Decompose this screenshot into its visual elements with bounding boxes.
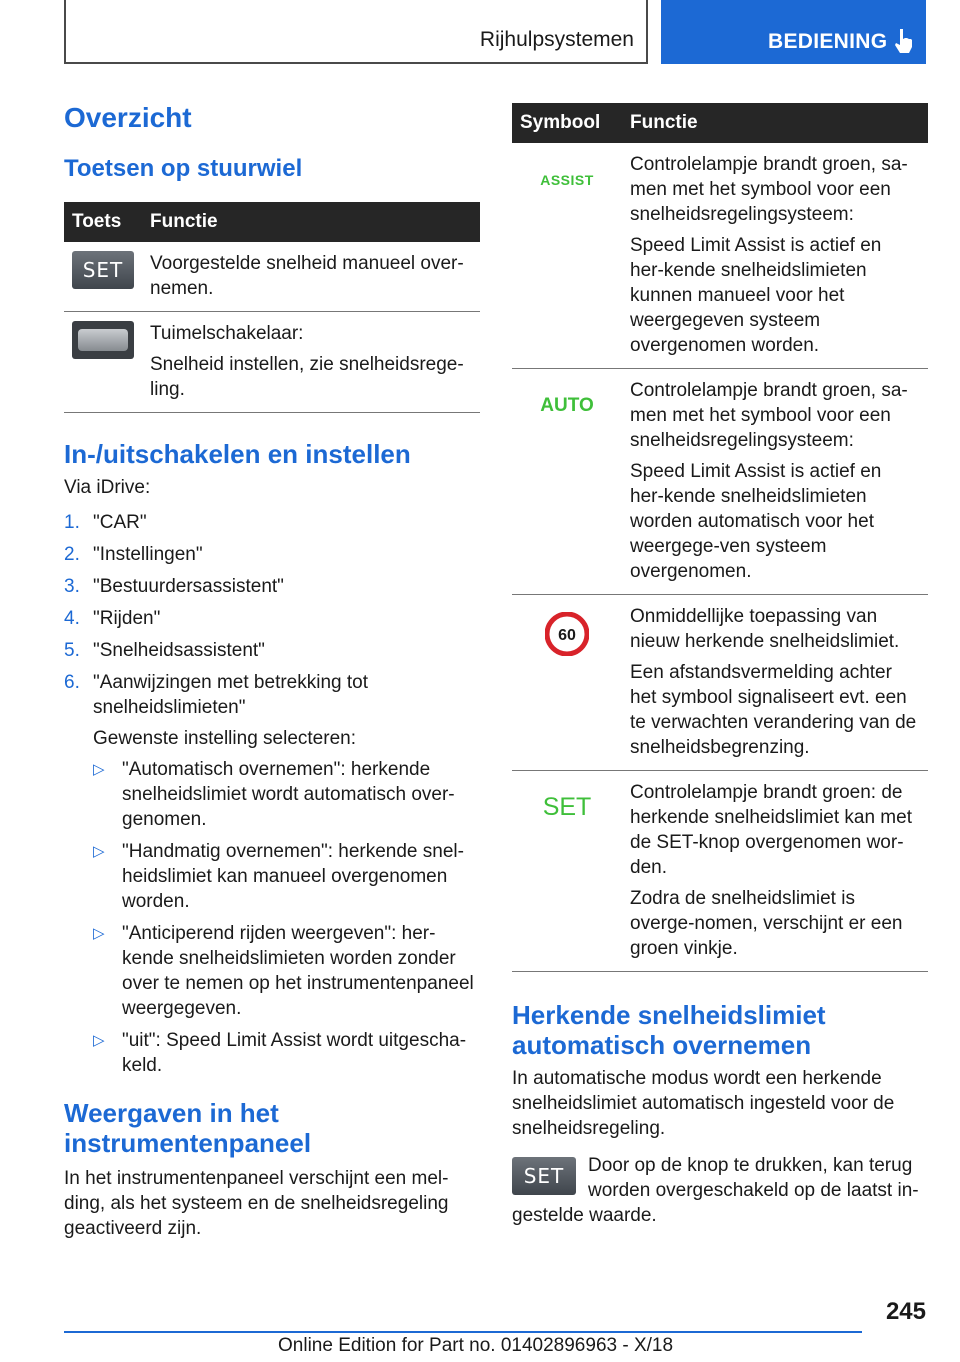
function-text: Controlelampje brandt groen, sa-men met het symbool voor een snelheidsregelingsysteem: xyxy=(630,154,908,225)
section-title-weergaven: Weergaven in het instrumentenpaneel xyxy=(64,1098,312,1158)
idrive-steps-list xyxy=(64,510,480,1078)
table-cell-symbol xyxy=(512,143,622,369)
chapter-tab xyxy=(661,0,926,64)
function-text: Onmiddellijke toepassing van nieuw herkende snelheidslimiet. xyxy=(630,606,900,652)
table-header-functie: Functie xyxy=(142,202,480,242)
list-item: ▷ "uit": Speed Limit Assist wordt uitgescha-keld. xyxy=(93,1030,467,1076)
hand-pointer-icon xyxy=(894,28,914,54)
triangle-bullet-icon: ▷ xyxy=(93,761,105,778)
list-item: 4. "Rijden" xyxy=(64,608,161,629)
edition-text: Online Edition for Part no. 01402896963 - X/18 xyxy=(278,1335,674,1356)
table-header-toets: Toets xyxy=(64,202,142,242)
table-row xyxy=(64,242,480,312)
list-item: 5. "Snelheidsassistent" xyxy=(64,640,265,661)
table-cell-function xyxy=(622,595,928,771)
options-list xyxy=(93,757,480,1078)
list-item: ▷ "Anticiperend rijden weergeven": her-kende snelheidslimieten worden zonder over te nemen op het instrumentenpaneel weergegeven. xyxy=(93,923,474,1019)
right-column xyxy=(512,103,928,1228)
table-cell-function xyxy=(142,242,480,312)
set-button-text: Door op de knop te drukken, kan terug worden overgeschakeld op de laatst in-gestelde waarde. xyxy=(512,1155,919,1226)
triangle-bullet-icon: ▷ xyxy=(93,843,105,860)
rocker-switch-icon xyxy=(72,321,134,359)
function-text: Tuimelschakelaar: xyxy=(150,323,304,344)
table-row xyxy=(512,369,928,595)
function-text: Speed Limit Assist is actief en her-kende snelheidslimieten worden automatisch voor het weergege-ven systeem overgenomen. xyxy=(630,461,882,582)
list-item: 3. "Bestuurdersassistent" xyxy=(64,576,284,597)
running-header xyxy=(64,0,648,64)
chapter-title: BEDIENING xyxy=(768,30,888,53)
table-header-row xyxy=(64,202,480,242)
section-title-overzicht: Overzicht xyxy=(64,102,192,133)
svg-text:60: 60 xyxy=(558,627,576,644)
function-text: Snelheid instellen, zie snelheidsrege-ling. xyxy=(150,354,464,400)
page-number: 245 xyxy=(885,1298,926,1325)
set-indicator-icon: SET xyxy=(542,793,592,821)
table-cell-function xyxy=(142,312,480,413)
button-function-table xyxy=(64,202,480,413)
table-cell-function xyxy=(622,369,928,595)
intro-text: Via iDrive: xyxy=(64,477,151,498)
table-cell-button xyxy=(64,242,142,312)
table-header-symbool: Symbool xyxy=(512,103,622,143)
section-title-herkende: Herkende snelheidslimiet automatisch overnemen xyxy=(512,1000,826,1060)
list-item: 1. "CAR" xyxy=(64,512,147,533)
function-text: Speed Limit Assist is actief en her-kende snelheidslimieten kunnen manueel voor het weergegeven systeem overgenomen worden. xyxy=(630,235,882,356)
table-row xyxy=(512,595,928,771)
weergaven-text: In het instrumentenpaneel verschijnt een mel-ding, als het systeem en de snelheidsregeling geactiveerd zijn. xyxy=(64,1168,449,1239)
function-text: Voorgestelde snelheid manueel over-nemen. xyxy=(150,253,464,299)
list-item: 6. "Aanwijzingen met betrekking tot snelheidslimieten" Gewenste instelling selecteren: ▷ "Automatisch overnemen": herkende snelheidslimiet wordt automatisch over-genomen. ▷ "Handmatig overnemen": herkende snel-heidslimiet kan manueel overgenomen worden. ▷ "Anticiperend rijden weergeven": her-kende snelheidslimieten worden zonder over te nemen op het instrumentenpaneel weergegeven. ▷ "uit": Speed Limit Assist wordt uitgescha-keld. xyxy=(64,670,480,1078)
symbol-function-table xyxy=(512,103,928,972)
set-button-image: SET xyxy=(512,1157,576,1195)
table-row xyxy=(512,143,928,369)
list-item: 2. "Instellingen" xyxy=(64,544,203,565)
function-text: Een afstandsvermelding achter het symbool signaliseert evt. een te verwachten verandering van de snelheidsbegrenzing. xyxy=(630,662,917,758)
list-item: ▷ "Handmatig overnemen": herkende snel-heidslimiet kan manueel overgenomen worden. xyxy=(93,841,464,912)
herkende-text: In automatische modus wordt een herkende snelheidslimiet automatisch ingesteld voor de snelheidsregeling. xyxy=(512,1068,895,1139)
select-instruction: Gewenste instelling selecteren: xyxy=(93,728,356,749)
set-button-image: SET xyxy=(72,251,134,289)
table-row xyxy=(512,771,928,972)
function-text: Controlelampje brandt groen: de herkende snelheidslimiet kan met de SET-knop overgenomen wor-den. xyxy=(630,782,912,878)
table-cell-symbol xyxy=(512,595,622,771)
header-section-title: Rijhulpsystemen xyxy=(479,28,634,51)
assist-indicator-icon: ASSIST xyxy=(540,172,594,188)
table-cell-function xyxy=(622,771,928,972)
table-row xyxy=(64,312,480,413)
table-header-functie: Functie xyxy=(622,103,928,143)
list-item: ▷ "Automatisch overnemen": herkende snelheidslimiet wordt automatisch over-genomen. xyxy=(93,759,455,830)
table-cell-symbol xyxy=(512,771,622,972)
speed-limit-sign-icon xyxy=(545,612,589,656)
table-cell-function xyxy=(622,143,928,369)
triangle-bullet-icon: ▷ xyxy=(93,925,105,942)
set-button-paragraph xyxy=(512,1153,928,1228)
table-cell-button xyxy=(64,312,142,413)
left-column xyxy=(64,100,480,1241)
table-header-row xyxy=(512,103,928,143)
table-cell-symbol xyxy=(512,369,622,595)
subsection-title-toetsen: Toetsen op stuurwiel xyxy=(64,155,303,182)
function-text: Zodra de snelheidslimiet is overge-nomen, verschijnt er een groen vinkje. xyxy=(630,888,903,959)
section-title-in-uitschakelen: In-/uitschakelen en instellen xyxy=(64,439,411,469)
footer-divider xyxy=(64,1331,862,1333)
triangle-bullet-icon: ▷ xyxy=(93,1032,105,1049)
function-text: Controlelampje brandt groen, sa-men met het symbool voor een snelheidsregelingsysteem: xyxy=(630,380,908,451)
auto-indicator-icon: AUTO xyxy=(540,395,594,416)
